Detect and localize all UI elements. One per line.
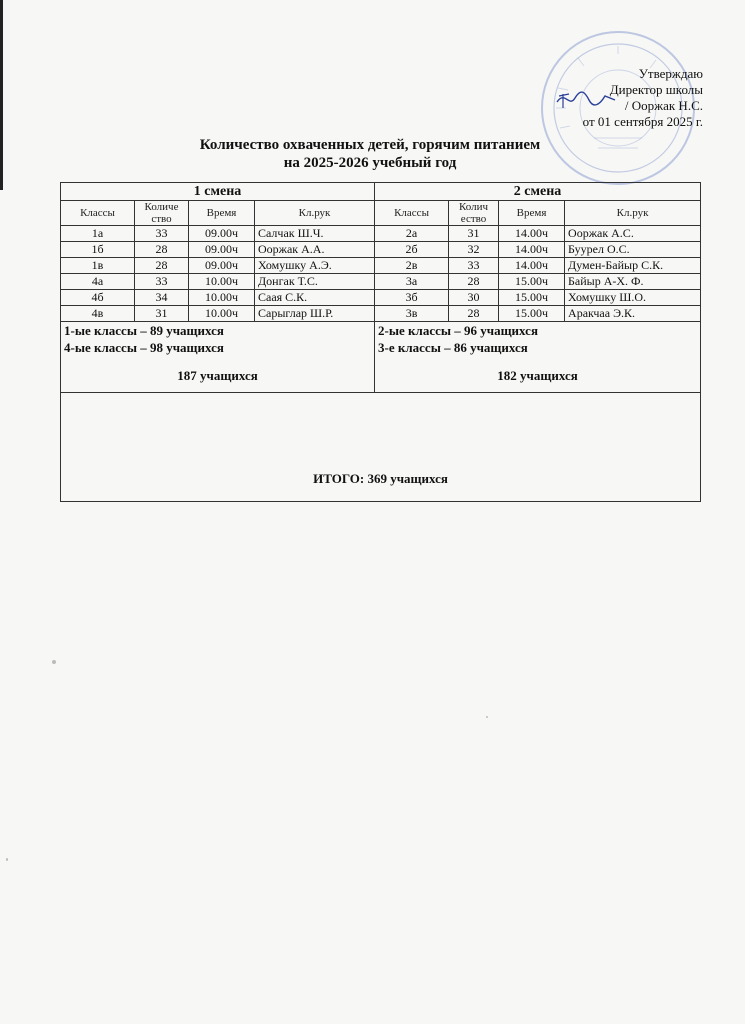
approval-line-position: Директор школы [609,82,703,97]
class-cell: 1б [61,242,135,258]
count-cell: 34 [135,290,189,306]
table-row [61,274,701,290]
time-cell: 14.00ч [499,226,565,242]
shift1-total: 187 учащихся [177,368,258,383]
shift2-summary [375,322,701,393]
shift1-col-classes: Классы [61,201,135,226]
count-cell: 28 [449,306,499,322]
approval-line-name: / Ооржак Н.С. [624,98,703,113]
class-cell: 4а [61,274,135,290]
approval-line-date: от 01 сентября 2025 г. [582,114,703,129]
class-cell: 2б [375,242,449,258]
count-cell: 30 [449,290,499,306]
teacher-cell: Донгак Т.С. [255,274,375,290]
table-row [61,258,701,274]
scan-speck [486,716,488,718]
table-row [61,226,701,242]
teacher-cell: Аракчаа Э.К. [565,306,701,322]
class-cell: 2в [375,258,449,274]
count-cell: 28 [135,242,189,258]
shift1-col-count: Количе ство [135,201,189,226]
count-cell: 28 [449,274,499,290]
teacher-cell: Байыр А-Х. Ф. [565,274,701,290]
class-cell: 1в [61,258,135,274]
time-cell: 15.00ч [499,306,565,322]
shift1-summary-line-1: 1-ые классы – 89 учащихся [64,323,224,338]
shift1-summary [61,322,375,393]
count-cell: 33 [449,258,499,274]
time-cell: 09.00ч [189,242,255,258]
shift2-heading: 2 смена [375,183,701,201]
scan-speck [52,660,56,664]
shift1-heading: 1 смена [61,183,375,201]
table-row [61,290,701,306]
shift2-summary-line-2: 3-е классы – 86 учащихся [378,340,528,355]
class-cell: 3а [375,274,449,290]
count-cell: 33 [135,226,189,242]
document-title [120,136,620,172]
title-line-2: на 2025-2026 учебный год [283,155,457,171]
time-cell: 10.00ч [189,306,255,322]
time-cell: 09.00ч [189,226,255,242]
shift2-total: 182 учащихся [497,368,578,383]
time-cell: 14.00ч [499,258,565,274]
shift2-col-classes: Классы [375,201,449,226]
teacher-cell: Сарыглар Ш.Р. [255,306,375,322]
count-cell: 31 [135,306,189,322]
teacher-cell: Ооржак А.С. [565,226,701,242]
teacher-cell: Салчак Ш.Ч. [255,226,375,242]
time-cell: 10.00ч [189,290,255,306]
meals-table [60,182,701,502]
shift2-col-teacher: Кл.рук [565,201,701,226]
time-cell: 15.00ч [499,290,565,306]
shift2-col-time: Время [499,201,565,226]
time-cell: 14.00ч [499,242,565,258]
count-cell: 33 [135,274,189,290]
scan-speck [6,858,8,861]
class-cell: 3б [375,290,449,306]
count-cell: 32 [449,242,499,258]
class-cell: 1а [61,226,135,242]
table-row [61,242,701,258]
shift2-col-count: Колич ество [449,201,499,226]
approval-line-approve: Утверждаю [638,66,703,81]
class-cell: 3в [375,306,449,322]
class-cell: 4в [61,306,135,322]
scan-edge-line [0,0,3,190]
shift1-summary-line-2: 4-ые классы – 98 учащихся [64,340,224,355]
teacher-cell: Думен-Байыр С.К. [565,258,701,274]
grand-total: ИТОГО: 369 учащихся [61,393,701,502]
teacher-cell: Ооржак А.А. [255,242,375,258]
count-cell: 31 [449,226,499,242]
class-cell: 2а [375,226,449,242]
shift1-col-time: Время [189,201,255,226]
shift2-summary-line-1: 2-ые классы – 96 учащихся [378,323,538,338]
table-row [61,306,701,322]
teacher-cell: Хомушку А.Э. [255,258,375,274]
class-cell: 4б [61,290,135,306]
title-line-1: Количество охваченных детей, горячим питанием [199,137,541,153]
count-cell: 28 [135,258,189,274]
time-cell: 10.00ч [189,274,255,290]
teacher-cell: Саая С.К. [255,290,375,306]
shift1-col-teacher: Кл.рук [255,201,375,226]
teacher-cell: Буурел О.С. [565,242,701,258]
time-cell: 09.00ч [189,258,255,274]
teacher-cell: Хомушку Ш.О. [565,290,701,306]
approval-block [583,66,703,130]
time-cell: 15.00ч [499,274,565,290]
